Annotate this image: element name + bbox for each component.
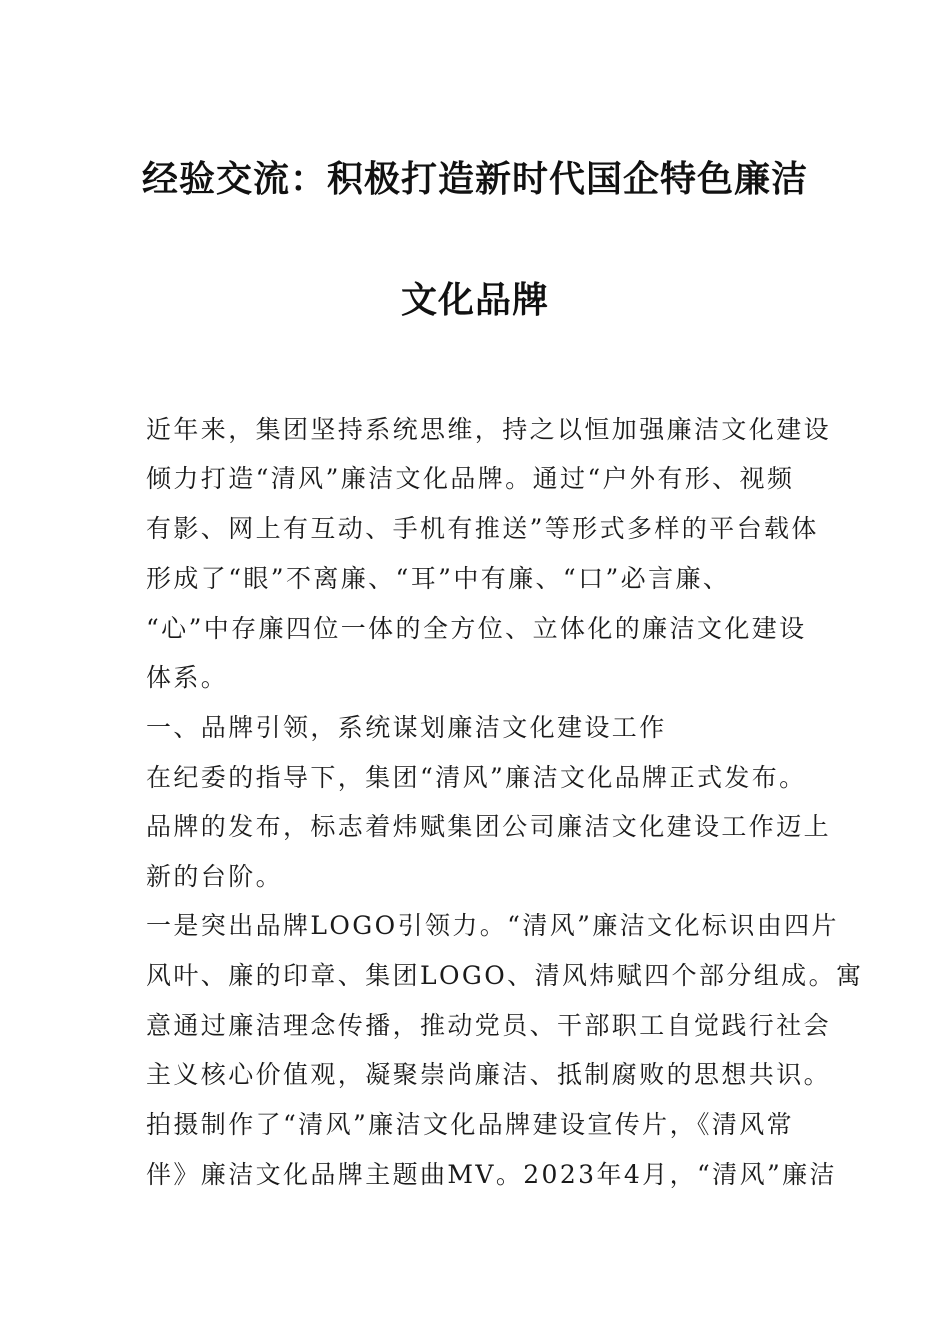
body-text-line: 拍摄制作了“清风”廉洁文化品牌建设宣传片，《清风常 bbox=[146, 1110, 795, 1139]
body-text-line: 主义核心价值观，凝聚崇尚廉洁、抵制腐败的思想共识。 bbox=[146, 1060, 832, 1089]
body-text-line: 新的台阶。 bbox=[146, 862, 284, 891]
body-text-line: 意通过廉洁理念传播，推动党员、干部职工自觉践行社会 bbox=[146, 1011, 832, 1040]
body-text-line: 倾力打造“清风”廉洁文化品牌。通过“户外有形、视频 bbox=[146, 464, 795, 493]
body-text-line: 伴》廉洁文化品牌主题曲MV。2023年4月，“清风”廉洁 bbox=[146, 1160, 837, 1189]
body-text-line: 品牌的发布，标志着炜赋集团公司廉洁文化建设工作迈上 bbox=[146, 812, 832, 841]
body-text-line: 一是突出品牌LOGO引领力。“清风”廉洁文化标识由四片 bbox=[146, 911, 839, 940]
body-text-line: 风叶、廉的印章、集团LOGO、清风炜赋四个部分组成。寓 bbox=[146, 961, 864, 990]
body-text-line: “心”中存廉四位一体的全方位、立体化的廉洁文化建设 bbox=[146, 614, 807, 643]
body-text-line: 在纪委的指导下，集团“清风”廉洁文化品牌正式发布。 bbox=[146, 763, 807, 792]
body-text-line: 有影、网上有互动、手机有推送”等形式多样的平台载体 bbox=[146, 514, 819, 543]
document-title-line-1: 经验交流：积极打造新时代国企特色廉洁 bbox=[141, 158, 808, 200]
body-text-line: 近年来，集团坚持系统思维，持之以恒加强廉洁文化建设 bbox=[146, 415, 832, 444]
section-heading: 一、品牌引领，系统谋划廉洁文化建设工作 bbox=[146, 713, 667, 742]
body-text-line: 形成了“眼”不离廉、“耳”中有廉、“口”必言廉、 bbox=[146, 564, 731, 593]
body-text-line: 体系。 bbox=[146, 663, 229, 692]
document-title-line-2: 文化品牌 bbox=[400, 279, 549, 321]
